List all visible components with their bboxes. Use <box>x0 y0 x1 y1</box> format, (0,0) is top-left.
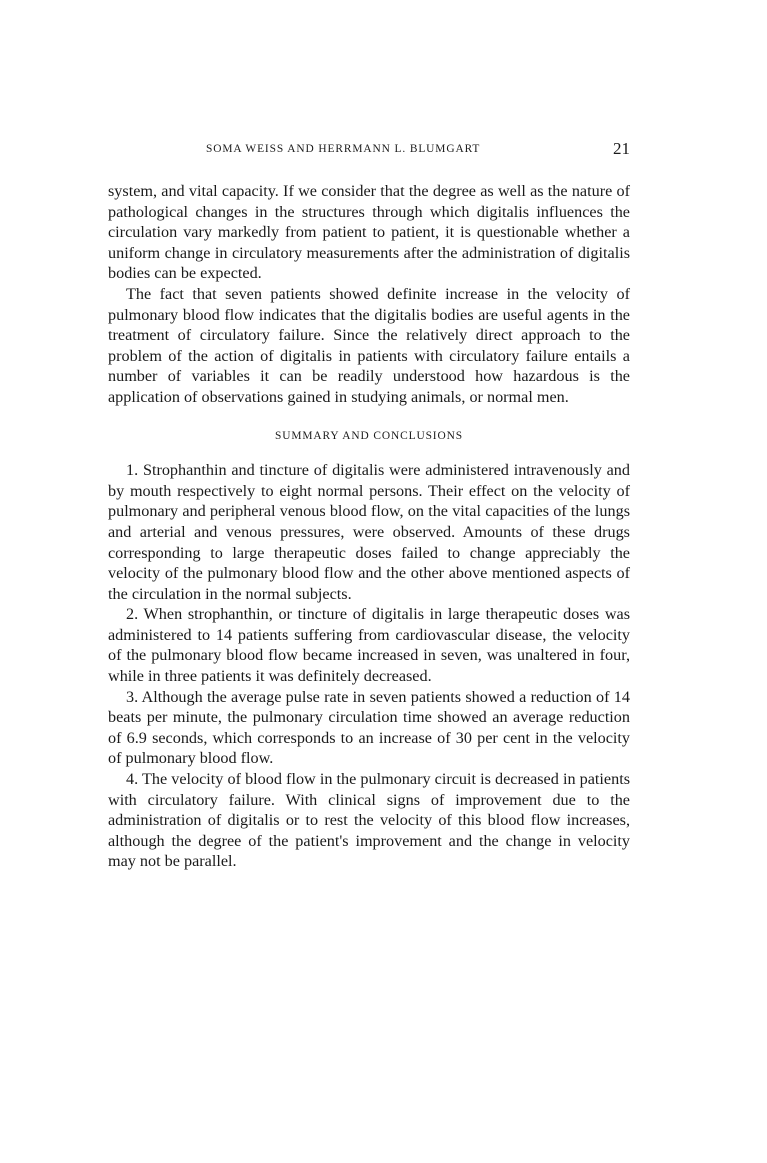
article-body <box>108 181 630 872</box>
conclusion-item: 1. Strophanthin and tincture of digitalis were administered intravenously and by mouth respectively to eight normal persons. Their effect on the velocity of pulmonary and peripheral venous blood flow, on the vital capacities of the lungs and arterial and venous pressures, were observed. Amounts of these drugs corresponding to large therapeutic doses failed to change appreciably the velocity of the pulmonary blood flow and the other above mentioned aspects of the circulation in the normal subjects. <box>108 461 630 603</box>
journal-page <box>108 139 630 872</box>
page-number: 21 <box>613 139 630 158</box>
running-head-authors: SOMA WEISS AND HERRMANN L. BLUMGART <box>206 143 481 155</box>
conclusion-item: 4. The velocity of blood flow in the pulmonary circuit is decreased in patients with circulatory failure. With clinical signs of improvement due to the administration of digitalis or to rest the velocity of this blood flow increases, although the degree of the patient's improvement and the change in velocity may not be parallel. <box>108 770 630 871</box>
body-paragraph: system, and vital capacity. If we consider that the degree as well as the nature of pathological changes in the structures through which digitalis influences the circulation vary markedly from patient to patient, it is questionable whether a uniform change in circulatory measurements after the administration of digitalis bodies can be expected. <box>108 182 630 283</box>
running-head <box>108 139 630 165</box>
body-paragraph: The fact that seven patients showed definite increase in the velocity of pulmonary blood flow indicates that the digitalis bodies are useful agents in the treatment of circulatory failure. Since the relatively direct approach to the problem of the action of digitalis in patients with circulatory failure entails a number of variables it can be readily understood how hazardous is the application of observations gained in studying animals, or normal men. <box>108 284 630 406</box>
conclusion-item: 3. Although the average pulse rate in seven patients showed a reduction of 14 beats per minute, the pulmonary circulation time showed an average reduction of 6.9 seconds, which corresponds to an increase of 30 per cent in the velocity of pulmonary blood flow. <box>108 687 630 768</box>
section-heading: SUMMARY AND CONCLUSIONS <box>274 429 463 442</box>
conclusion-item: 2. When strophanthin, or tincture of digitalis in large therapeutic doses was administered to 14 patients suffering from cardiovascular disease, the velocity of the pulmonary blood flow became increased in seven, was unaltered in four, while in three patients it was definitely decreased. <box>108 605 630 686</box>
